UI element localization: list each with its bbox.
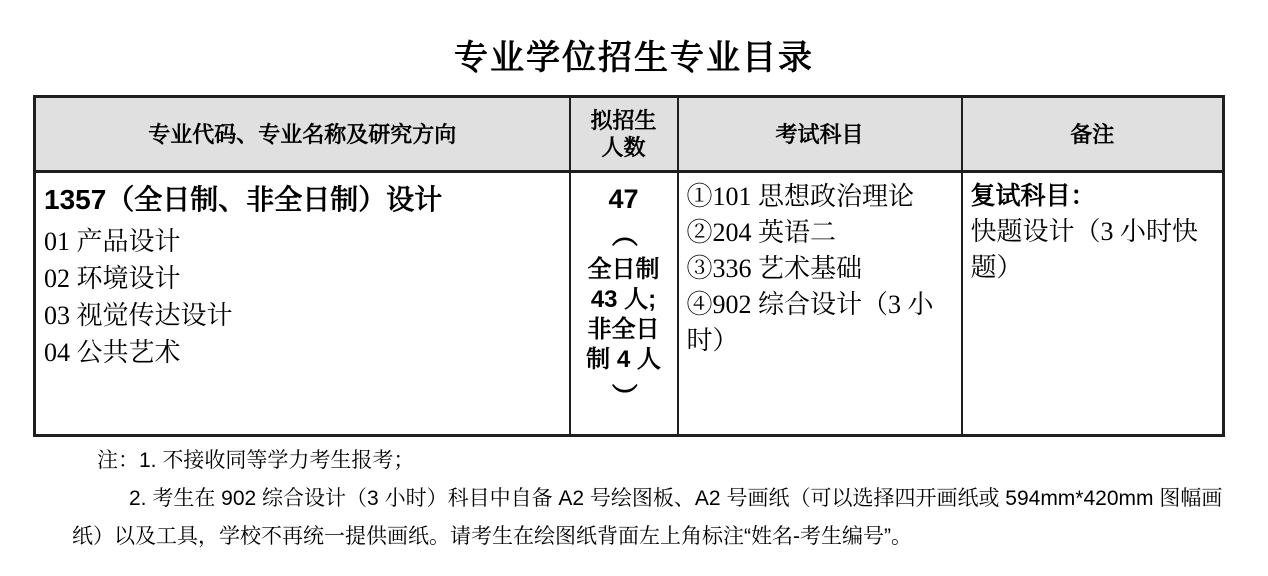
note-line-1: 注：1. 不接收同等学力考生报考；: [97, 449, 415, 472]
header-col-remarks: 备注: [962, 97, 1224, 172]
enrollment-paren-close: ）: [608, 383, 639, 410]
enrollment-line: 43 人;: [590, 286, 657, 313]
remarks-cell: [962, 172, 1224, 436]
exam-subject-item: ①101 思想政治理论: [686, 182, 915, 211]
program-direction: 02 环境设计: [44, 264, 181, 293]
catalog-table: [33, 95, 1225, 437]
table-row: [35, 172, 1224, 436]
exam-subject-item: ④902 综合设计（3 小时）: [686, 290, 934, 355]
exam-subjects-cell: [678, 172, 962, 436]
note-line-2: 2. 考生在 902 综合设计（3 小时）科目中自备 A2 号绘图板、A2 号画纸（可以选择四开画纸或 594mm*420mm 图幅画: [129, 487, 1223, 510]
program-direction: 03 视觉传达设计: [44, 301, 233, 330]
program-direction: 04 公共艺术: [44, 338, 181, 367]
note-line-3: 纸）以及工具，学校不再统一提供画纸。请考生在绘图纸背面左上角标注“姓名-考生编号”。: [72, 525, 912, 548]
header-enrollment-line2: 人数: [601, 135, 646, 160]
header-col-program: 专业代码、专业名称及研究方向: [35, 97, 570, 172]
program-direction: 01 产品设计: [44, 227, 181, 256]
enrollment-line: 制 4 人: [586, 346, 661, 373]
enrollment-paren-open: （: [608, 221, 639, 248]
exam-subject-item: ②204 英语二: [686, 218, 837, 247]
header-col-subjects: 考试科目: [678, 97, 962, 172]
enrollment-cell: [570, 172, 678, 436]
remarks-heading: 复试科目：: [970, 182, 1096, 210]
page-title: 专业学位招生专业目录: [454, 39, 814, 77]
enrollment-total: 47: [608, 184, 639, 214]
program-cell: [35, 172, 570, 436]
header-col-enrollment: [570, 97, 678, 172]
enrollment-line: 非全日: [587, 316, 660, 343]
program-title: 1357（全日制、非全日制）设计: [44, 184, 443, 215]
enrollment-line: 全日制: [587, 256, 660, 283]
remarks-body: 快题设计（3 小时快题）: [970, 217, 1199, 282]
header-row: [35, 97, 1224, 172]
exam-subject-item: ③336 艺术基础: [686, 254, 863, 283]
header-enrollment-line1: 拟招生: [590, 108, 657, 133]
